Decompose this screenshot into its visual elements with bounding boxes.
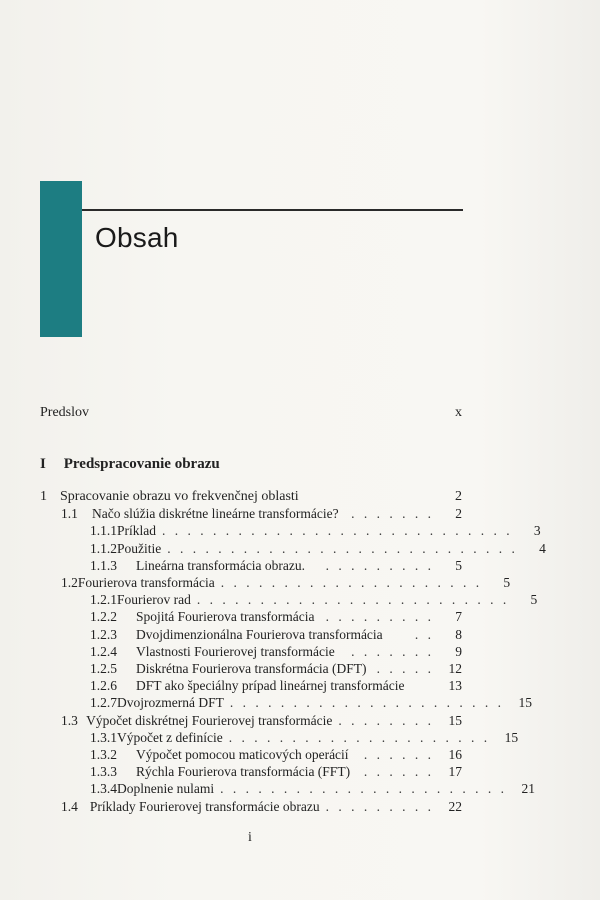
dot-leader: . . . . . . . . . . . . . . . . . . . . . (228, 729, 491, 745)
toc-entry (90, 747, 462, 763)
entry-number: 1.2.3 (90, 626, 117, 642)
dot-leader: . . . . . . . . (338, 712, 434, 728)
toc-entry (90, 558, 462, 574)
toc-entry (90, 627, 462, 643)
dot-leader: . . . . . . (363, 764, 434, 780)
entry-page-number: 15 (518, 695, 532, 711)
toc-entry (61, 713, 462, 729)
toc-entry (90, 781, 535, 797)
entry-title: Výpočet diskrétnej Fourierovej transformácie (86, 712, 333, 728)
part-number: I (40, 456, 46, 472)
toc-entry (90, 695, 532, 711)
entry-number: 1.1.2 (90, 540, 117, 556)
entry-title: Diskrétna Fourierova transformácia (DFT) (136, 661, 367, 676)
entry-title: Spojitá Fourierova transformácia (136, 609, 315, 625)
toc-entry (90, 729, 519, 746)
entry-title: DFT ako špeciálny prípad lineárnej transformácie (136, 678, 405, 694)
toc-entry (61, 575, 511, 591)
toc-entry (61, 799, 462, 815)
dot-leader: . . . . . . . . . . . . . . . . . . . . . (220, 575, 483, 590)
entry-page-number: 5 (455, 557, 462, 573)
toc-entry (40, 489, 462, 505)
entry-number: 1 (40, 489, 47, 504)
entry-title: Príklady Fourierovej transformácie obrazu (89, 798, 320, 814)
dot-leader: . . . . . . (363, 747, 434, 762)
entry-title: Vlastnosti Fourierovej transformácie (136, 643, 335, 659)
entry-title: Príklad (117, 523, 156, 539)
entry-title: Použitie (117, 540, 162, 556)
entry-page-number: 16 (448, 747, 462, 762)
entry-title: Doplnenie nulami (117, 781, 215, 797)
entry-number: 1.3.1 (90, 729, 117, 745)
dot-leader: . . . . . . . (351, 506, 434, 522)
entry-number: 1.2 (61, 575, 78, 590)
chapter-color-block (40, 181, 82, 337)
entry-title: Spracovanie obrazu vo frekvenčnej oblasti (60, 489, 299, 504)
entry-page-number: 21 (521, 781, 535, 797)
dot-leader: . . . . . (376, 661, 434, 676)
entry-title: Lineárna transformácia obrazu. (136, 557, 306, 573)
dot-leader: . . (414, 626, 434, 642)
toc-entry (61, 506, 462, 522)
entry-number: 1.1 (61, 506, 78, 522)
page-title: Obsah (95, 222, 179, 253)
part-title: Predspracovanie obrazu (63, 456, 220, 472)
entry-number: 1.2.1 (90, 592, 117, 608)
dot-leader: . . . . . . . . . . . . . . . . . . . . . . . . . (196, 592, 510, 608)
entry-number: 1.3.2 (90, 747, 117, 762)
toc-entry (90, 678, 462, 694)
entry-title: Dvojdimenzionálna Fourierova transformácia (136, 626, 383, 642)
entry-page-number: 9 (455, 643, 462, 659)
toc-entry (90, 764, 462, 780)
entry-page-number: 5 (503, 575, 511, 590)
entry-number: 1.2.5 (90, 661, 117, 676)
entry-number: 1.2.2 (90, 609, 117, 625)
dot-leader: . . . . . . . . . (325, 609, 434, 625)
entry-page-number: 7 (455, 609, 462, 625)
entry-title: Načo slúžia diskrétne lineárne transformácie? (92, 506, 339, 522)
dot-leader: . . . . . . . . . . . . . . . . . . . . . . (229, 695, 504, 711)
entry-title: Fourierova transformácia (77, 575, 215, 590)
toc-entry (90, 523, 541, 539)
entry-number: 1.3.3 (90, 764, 117, 780)
entry-page-number: 22 (448, 798, 462, 814)
preface-label: Predslov (40, 405, 89, 420)
entry-number: 1.2.7 (90, 695, 117, 711)
dot-leader: . . . . . . . . . . . . . . . . . . . . . . . . . . . . (167, 540, 518, 556)
toc-preface-entry (40, 405, 462, 421)
entry-page-number: 17 (448, 764, 462, 780)
entry-title: Fourierov rad (117, 592, 191, 608)
entry-title: Výpočet pomocou maticových operácií (136, 747, 349, 762)
entry-number: 1.4 (61, 798, 78, 814)
entry-title: Rýchla Fourierova transformácia (FFT) (136, 764, 351, 780)
entry-page-number: 8 (455, 626, 462, 642)
entry-page-number: 3 (533, 523, 541, 539)
title-rule (82, 209, 463, 211)
entry-title: Výpočet z definície (117, 729, 223, 745)
entry-title: Dvojrozmerná DFT (117, 695, 224, 711)
toc-entry (90, 540, 546, 557)
toc-entry (90, 644, 462, 660)
dot-leader: . . . . . . . . . (325, 798, 434, 814)
dot-leader: . . . . . . . (351, 643, 434, 659)
entry-number: 1.1.3 (90, 557, 117, 573)
entry-page-number: 4 (539, 540, 546, 556)
entry-page-number: 2 (455, 506, 462, 522)
entry-page-number: 15 (504, 729, 519, 745)
dot-leader: . . . . . . . . . . . . . . . . . . . . . . . (220, 781, 507, 797)
toc-part-heading (40, 456, 220, 473)
entry-number: 1.2.6 (90, 678, 117, 694)
entry-page-number: 12 (448, 661, 462, 676)
entry-number: 1.1.1 (90, 523, 117, 539)
entry-page-number: 15 (448, 712, 462, 728)
toc-entry (90, 592, 538, 608)
dot-leader: . . . . . . . . . (325, 557, 434, 573)
entry-number: 1.3 (61, 712, 78, 728)
toc-entry (90, 609, 462, 625)
page-folio: i (248, 830, 252, 845)
entry-number: 1.2.4 (90, 643, 117, 659)
entry-page-number: 5 (530, 592, 538, 608)
entry-number: 1.3.4 (90, 781, 117, 797)
entry-page-number: 2 (455, 489, 462, 504)
toc-entry (90, 661, 462, 677)
dot-leader: . . . . . . . . . . . . . . . . . . . . . . . . . . . . (162, 523, 513, 539)
preface-page: x (455, 405, 462, 420)
entry-page-number: 13 (448, 678, 462, 694)
